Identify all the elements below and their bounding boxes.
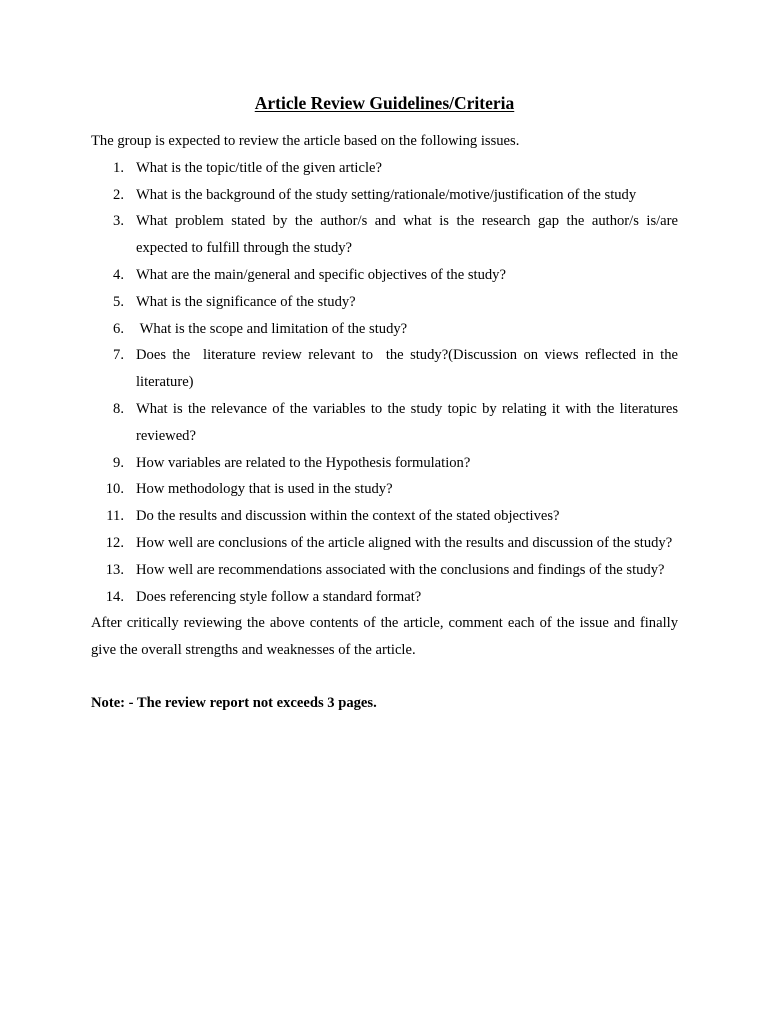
list-item xyxy=(91,476,678,503)
list-item-text: Does the literature review relevant to the study?(Discussion on views reflected in the literature) xyxy=(136,347,682,391)
list-item-number: 6. xyxy=(113,320,124,337)
list-item xyxy=(91,503,678,530)
list-item xyxy=(91,557,678,584)
list-item xyxy=(91,289,678,316)
list-item xyxy=(91,396,682,450)
list-item xyxy=(91,316,678,343)
list-item-number: 11. xyxy=(106,508,124,525)
list-item-text: How well are recommendations associated with the conclusions and findings of the study? xyxy=(136,561,665,578)
list-item-number: 4. xyxy=(113,266,124,283)
list-item xyxy=(91,342,682,396)
list-item-text: How well are conclusions of the article aligned with the results and discussion of the study? xyxy=(136,534,673,551)
list-item-number: 3. xyxy=(113,213,124,230)
note-text: Note: - The review report not exceeds 3 pages. xyxy=(91,694,377,711)
list-item-text: What is the scope and limitation of the study? xyxy=(136,320,408,337)
closing-paragraph: After critically reviewing the above contents of the article, comment each of the issue and finally give the overall strengths and weaknesses of the article. xyxy=(91,615,678,659)
intro-paragraph: The group is expected to review the article based on the following issues. xyxy=(91,133,520,149)
list-item-text: How variables are related to the Hypothesis formulation? xyxy=(136,454,471,471)
list-item xyxy=(91,450,678,477)
list-item-text: What problem stated by the author/s and what is the research gap the author/s is/are expected to fulfill through the study? xyxy=(136,213,682,257)
list-item-number: 13. xyxy=(105,561,124,578)
criteria-list xyxy=(91,155,682,611)
list-item-number: 9. xyxy=(113,454,124,471)
document-page xyxy=(91,90,682,731)
list-item xyxy=(91,155,678,182)
list-item-text: What is the relevance of the variables to the study topic by relating it with the literatures reviewed? xyxy=(136,400,682,444)
list-item xyxy=(91,262,678,289)
list-item-number: 1. xyxy=(113,159,124,176)
list-item-text: How methodology that is used in the study? xyxy=(136,481,393,498)
list-item xyxy=(91,584,678,611)
list-item-text: What is the significance of the study? xyxy=(136,293,356,310)
list-item-text: What is the topic/title of the given article? xyxy=(136,159,382,176)
list-item-text: Do the results and discussion within the context of the stated objectives? xyxy=(136,508,560,525)
list-item-number: 14. xyxy=(105,588,124,605)
list-item-text: What is the background of the study setting/rationale/motive/justification of the study xyxy=(136,186,637,203)
list-item-text: Does referencing style follow a standard format? xyxy=(136,588,422,605)
list-item-number: 8. xyxy=(113,400,124,417)
document-title: Article Review Guidelines/Criteria xyxy=(254,93,515,113)
list-item-number: 12. xyxy=(105,534,124,551)
list-item xyxy=(91,530,678,557)
list-item-number: 2. xyxy=(113,186,124,203)
list-item xyxy=(91,182,678,209)
list-item-number: 5. xyxy=(113,293,124,310)
list-item xyxy=(91,208,682,262)
list-item-number: 10. xyxy=(105,481,124,498)
list-item-number: 7. xyxy=(113,347,124,364)
list-item-text: What are the main/general and specific objectives of the study? xyxy=(136,266,506,283)
